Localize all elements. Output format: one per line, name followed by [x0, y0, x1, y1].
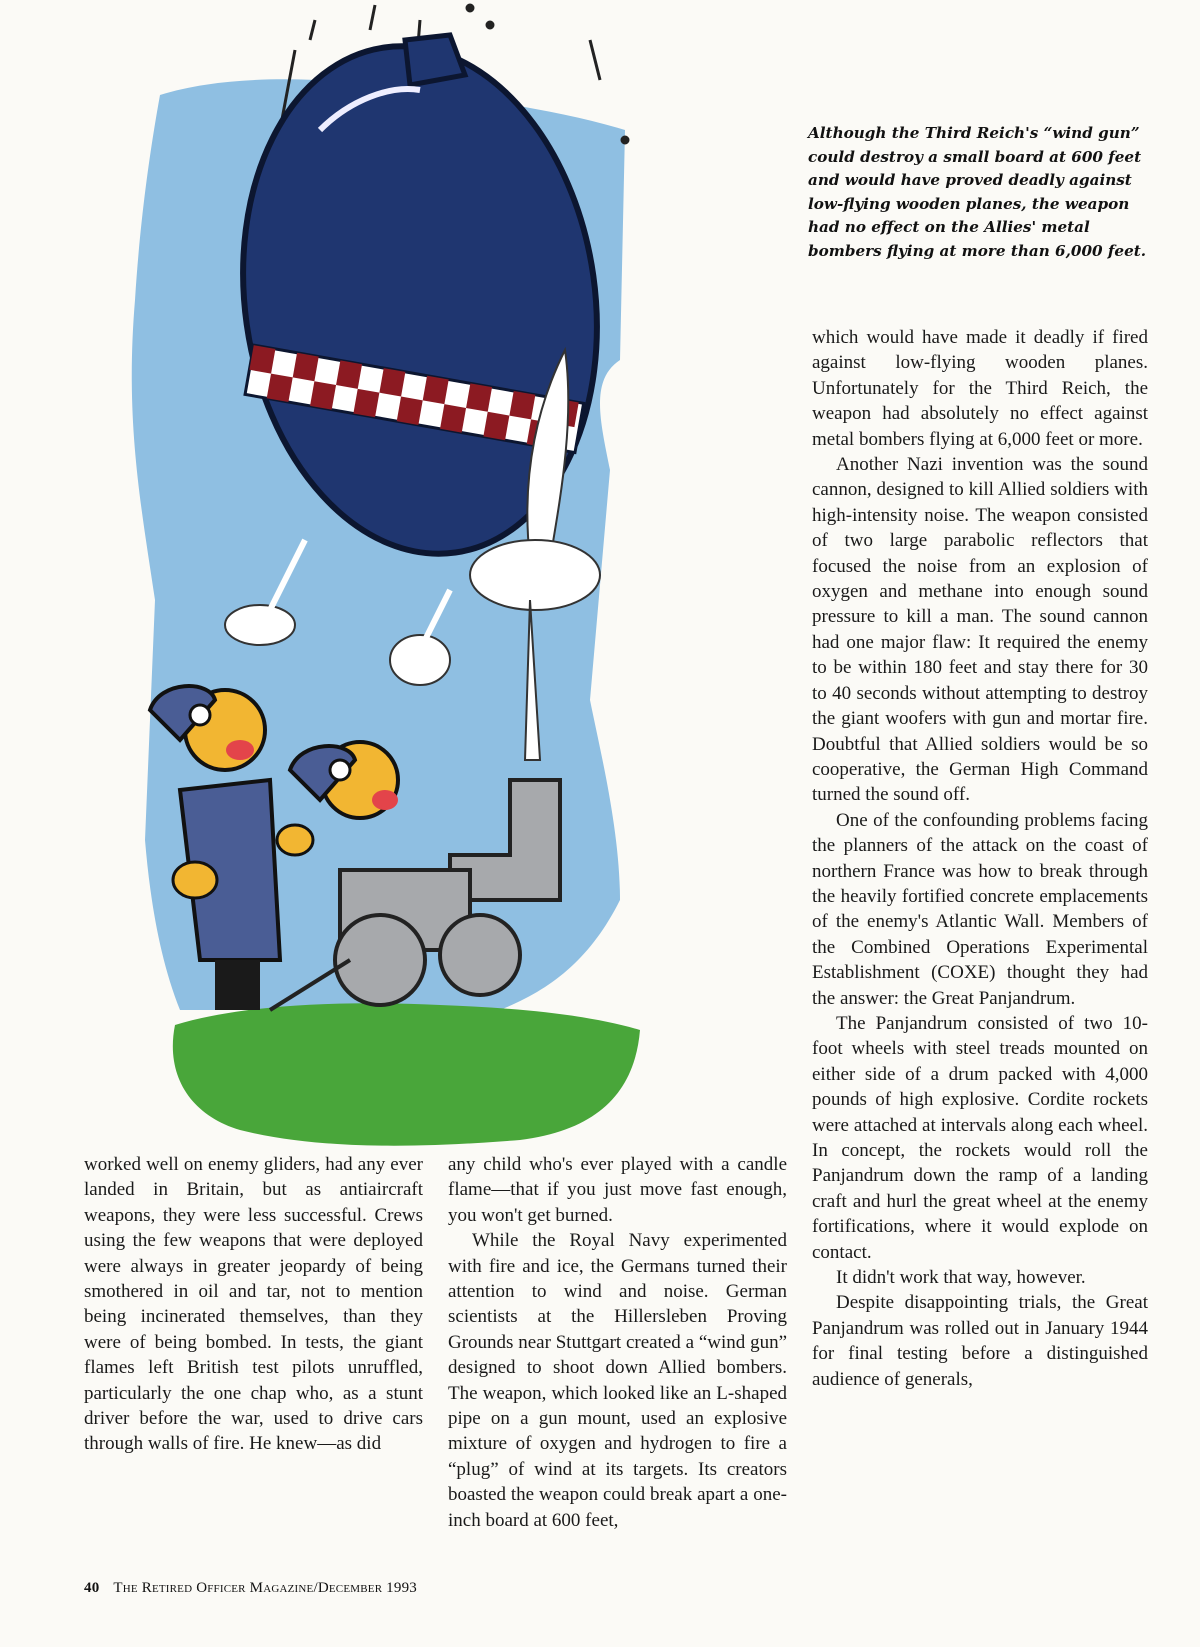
- grass: [173, 1003, 640, 1146]
- paragraph: Despite disappointing trials, the Great Panjandrum was rolled out in January 1944 for final testing before a distinguished audience of generals,: [812, 1292, 1148, 1390]
- paragraph: any child who's ever played with a candle flame—that if you just move fast enough, you won't get burned.: [448, 1154, 787, 1226]
- paragraph: worked well on enemy gliders, had any ever landed in Britain, but as antiaircraft weapons, they were less successful. Crews using the few weapons that were deployed were always in greater jeopardy of being smothered in oil and tar, not to mention being incinerated themselves, than they were of being bombed. In tests, the giant flames left British test pilots unruffled, particularly the one chap who, as a stunt driver before the war, used to drive cars through walls of fire. He knew—as did: [84, 1154, 423, 1455]
- illustration-caption: [808, 122, 1153, 263]
- article-column-middle: [448, 1152, 787, 1533]
- page-number: 40: [84, 1580, 100, 1596]
- article-column-left: [84, 1152, 423, 1457]
- paragraph: It didn't work that way, however.: [836, 1267, 1086, 1289]
- paragraph: Another Nazi invention was the sound cannon, designed to kill Allied soldiers with high-intensity noise. The weapon consisted of two large parabolic reflectors that focused the noise from an explosion of oxygen and methane into enough sound pressure to kill a man. The sound cannon had one major flaw: It required the enemy to be within 180 feet and stay there for 30 to 40 seconds without attempting to destroy the giant woofers with gun and mortar fire. Doubtful that Allied soldiers would be so cooperative, the German High Command turned the sound off.: [812, 454, 1148, 806]
- paragraph: The Panjandrum consisted of two 10-foot wheels with steel treads mounted on either side of a drum packed with 4,000 pounds of high explosive. Cordite rockets were attached at intervals along each wheel. In concept, the rockets would roll the Panjandrum down the ramp of a landing craft and hurl the great wheel at the enemy fortifications, where it would explode on contact.: [812, 1012, 1148, 1263]
- balloon-knot: [405, 35, 465, 85]
- page-footer: [84, 1580, 417, 1597]
- caption-text: Although the Third Reich's “wind gun” could destroy a small board at 600 feet and would have proved deadly against low-flying wooden planes, the weapon had no effect on the Allies' metal bombers flying at more than 6,000 feet.: [808, 124, 1147, 260]
- paragraph: which would have made it deadly if fired against low-flying wooden planes. Unfortunately for the Third Reich, the weapon had absolutely no effect against metal bombers flying at 6,000 feet or more.: [812, 327, 1148, 450]
- cartoon-illustration: [120, 0, 640, 1150]
- article-column-right: [812, 325, 1148, 1392]
- publication-name: The Retired Officer Magazine/December 1993: [113, 1580, 417, 1596]
- paragraph: One of the confounding problems facing the planners of the attack on the coast of northern France was how to break through the heavily fortified concrete emplacements of the enemy's Atlantic Wall. Members of the Combined Operations Experimental Establishment (COXE) thought they had the answer: the Great Panjandrum.: [812, 809, 1148, 1009]
- paragraph: While the Royal Navy experimented with fire and ice, the Germans turned their attention to wind and noise. German scientists at the Hillersleben Proving Grounds near Stuttgart created a “wind gun” designed to shoot down Allied bombers. The weapon, which looked like an L-shaped pipe on a gun mount, used an explosive mixture of oxygen and hydrogen to fire a “plug” of wind at its targets. Its creators boasted the weapon could break apart a one-inch board at 600 feet,: [448, 1230, 787, 1531]
